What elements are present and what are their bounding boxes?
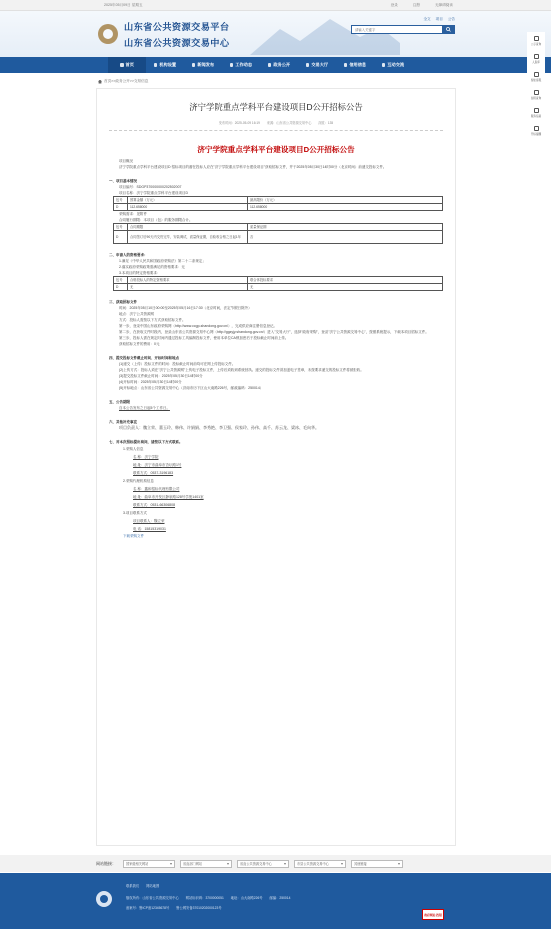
sidebar-item-notice-query[interactable]: 公示查询 — [527, 32, 545, 50]
view-count: 浏览：135 — [318, 121, 334, 125]
purchaser-phone: 联系方式：0537-3196183 — [133, 471, 174, 475]
query-icon — [534, 36, 539, 41]
links-label: 网站链接： — [96, 860, 116, 866]
table-header: 预算金额（万元） — [128, 197, 248, 204]
chevron-down-icon — [170, 863, 172, 865]
announcement-period: 自本公告发布之日起5个工作日。 — [119, 406, 170, 410]
login-link[interactable]: 登录 — [390, 2, 398, 7]
page-title: 济宁学院重点学科平台建设项目D公开招标公告 — [189, 102, 363, 112]
purchaser-address: 地 址：济宁市曲阜市杏坛路1号 — [133, 463, 182, 467]
table-header: 联合体投标要求 — [248, 277, 443, 284]
submission-1: (1)递交（上传）投标文件的时间：投标截止时间前均可在网上传投标文件。 — [119, 362, 236, 366]
budget-table — [113, 196, 443, 211]
section-announcement-period: 五、公告期限 — [109, 400, 130, 404]
chevron-down-icon — [398, 863, 400, 865]
nav-item-affairs[interactable]: 政务公开 — [260, 57, 298, 73]
table-cell: 112.658000 — [128, 204, 248, 211]
footer-icp[interactable]: 备案号：鲁ICP备12345678号 — [126, 906, 170, 910]
footer-site-code: 网站标识码：3700000051 — [185, 896, 224, 900]
document-fee: 获取招标文件的费用：0元 — [119, 342, 160, 346]
trading-icon — [306, 63, 310, 67]
nav-item-interaction[interactable]: 互动交流 — [374, 57, 412, 73]
section-submission: 四、提交投标文件截止时间、开标时间和地点 — [109, 356, 179, 360]
top-links — [377, 3, 453, 8]
procurement-need: 采购需求：见附件 — [119, 212, 147, 216]
table-header: 合同期限 — [128, 224, 248, 231]
face-icon — [534, 54, 539, 59]
footer-police-record[interactable]: 鲁公网安备37010202000123号 — [176, 906, 222, 910]
home-icon — [120, 63, 124, 67]
table-cell: D — [114, 231, 128, 244]
chat-icon — [534, 72, 539, 77]
submission-deadline: (3)提交投标文件截止时间：2025年05月30日14时00分 — [119, 374, 203, 378]
table-cell: 否 — [248, 231, 443, 244]
site-title — [124, 19, 229, 49]
links-select-provincial[interactable]: 省直部门网站 — [180, 860, 232, 868]
requirement-3: 3.本项目的特定资格要求： — [119, 271, 161, 275]
table-header: 质量保证期 — [248, 224, 443, 231]
credit-icon — [344, 63, 348, 67]
table-cell: 合同签订后90天内交货完毕，安装调试，质量保证期，自验收合格之日起1年 — [128, 231, 248, 244]
footer-emblem — [96, 891, 112, 907]
organization-icon — [154, 63, 158, 67]
links-select-national[interactable]: 国家级相关网站 — [123, 860, 175, 868]
section-project-info: 一、项目基本情况 — [109, 179, 137, 183]
nav-item-trading-hall[interactable]: 交易大厅 — [298, 57, 336, 73]
right-sidebar — [527, 32, 545, 140]
search-button[interactable] — [442, 26, 454, 33]
article-body — [97, 155, 455, 539]
article-panel — [96, 88, 456, 846]
project-name: 项目名称：济宁学院重点学科平台建设项目D — [119, 191, 189, 195]
sidebar-item-chat[interactable]: 智能客服 — [527, 68, 545, 86]
intro-label: 项目概况 — [119, 159, 133, 163]
nav-item-organization[interactable]: 机构设置 — [146, 57, 184, 73]
sidebar-item-reminder[interactable]: 开标提醒 — [527, 122, 545, 140]
sitemap-link[interactable]: 网站地图 — [146, 884, 160, 888]
search-input[interactable] — [352, 26, 442, 33]
table-header: 最高限价（万元） — [248, 197, 443, 204]
other-info: 项目负责人：魏立荣、董玉玲、韩伟、许娟娟、李秀艳、李卫强、侯家玲、孙伟、高千、苏云龙、梁冰、毛向华。 — [119, 425, 319, 430]
requirement-1: 1.满足《中华人民共和国政府采购法》第二十二条规定； — [119, 259, 206, 263]
interaction-icon — [382, 63, 386, 67]
project-contact-phone: 电 话：15815319031 — [133, 527, 166, 531]
purchaser-label: 1.采购人信息 — [123, 447, 144, 451]
search-tabs — [351, 17, 455, 22]
current-date: 2025年05月09日 星期五 — [104, 2, 143, 7]
search-tab-project[interactable]: 项目 — [435, 17, 443, 21]
table-cell: D — [114, 284, 128, 291]
contract-table — [113, 223, 443, 244]
main-nav — [0, 57, 551, 73]
affairs-icon — [268, 63, 272, 67]
nav-item-news[interactable]: 新闻发布 — [184, 57, 222, 73]
search-box — [351, 25, 455, 34]
purchaser-name: 名 称：济宁学院 — [133, 455, 159, 459]
site-title-line2: 山东省公共资源交易中心 — [124, 38, 230, 48]
obtain-step-1: 第一步，登录中国山东政府采购网（http://www.ccgp-shandong.gov.cn/），完成供应商注册信息登记。 — [119, 324, 278, 328]
submission-2: (2)上传方式：投标人须在"济宁公共资源网"上传电子投标文件，上传后须收到系统回执。递交的投标文件须加盖电子签章，未按要求递交的投标文件将被拒收。 — [119, 368, 364, 372]
nav-item-home[interactable]: 首页 — [108, 57, 146, 73]
links-select-other[interactable]: 其他链接 — [351, 860, 403, 868]
breadcrumb — [98, 79, 148, 84]
obtain-time: 时间：2025年05月10日00:00至2025年05月16日17:30（北京时间，法定节假日除外） — [119, 306, 252, 310]
table-header: 包号 — [114, 197, 128, 204]
obtain-step-3: 第三步，投标人需在规定时间内通过投标工具编制投标文件，使用本单位CA锁加密后于投标截止时间前上传。 — [119, 336, 289, 340]
agency-address: 地 址：曲阜市开发区静泉路128号学苑1401室 — [133, 495, 204, 499]
obtain-place: 地点：济宁公共资源网 — [119, 312, 154, 316]
chevron-down-icon — [284, 863, 286, 865]
contact-info — [109, 445, 437, 533]
site-logo[interactable] — [98, 24, 118, 44]
chevron-down-icon — [227, 863, 229, 865]
search-tab-all[interactable]: 全文 — [423, 17, 431, 21]
article-source: 来源：山东省公共资源交易中心 — [266, 121, 312, 125]
table-header: 合格投标人的特定资格要求 — [128, 277, 248, 284]
top-utility-bar — [0, 0, 551, 11]
qualification-table — [113, 276, 443, 291]
footer-links — [126, 883, 165, 888]
article-meta — [109, 120, 443, 131]
guide-icon — [534, 108, 539, 113]
table-cell: D — [114, 204, 128, 211]
obtain-step-2: 第二步，在获取文件时段内，登录山东省公共资源交易中心网（http://ggzyjy.shandong.gov.cn/）进入"交易大厅"，选择"政府采购"，登录"济宁公共资源交易中心"，按照系统提示，下载本项目招标文件。 — [119, 330, 429, 334]
gov-error-badge[interactable]: 政府网站 找错 — [422, 909, 444, 920]
obtain-method: 方式：投标人需按以下方式获取招标文件。 — [119, 318, 186, 322]
footer-postcode: 邮编：250014 — [269, 896, 291, 900]
register-link[interactable]: 注册 — [412, 2, 421, 7]
project-number: 项目编号：SDGP370000000202502007 — [119, 185, 182, 189]
section-contact: 七、对本次招标提出询问，请按以下方式联系。 — [109, 440, 183, 444]
project-contact-label: 3.项目联系方式 — [123, 511, 147, 515]
table-header: 包号 — [114, 224, 128, 231]
credit-icon — [534, 90, 539, 95]
footer-info-1 — [126, 895, 296, 900]
footer-address: 地址：山大南路226号 — [230, 896, 263, 900]
publish-time: 发布时间：2025-05-09 16:19 — [218, 121, 260, 125]
breadcrumb-text[interactable]: 首页>>政务公开>>交易信息 — [104, 79, 149, 83]
doc-title: 济宁学院重点学科平台建设项目D公开招标公告 — [197, 145, 355, 154]
website-links-bar — [0, 855, 551, 872]
sidebar-item-credit[interactable]: 信用查询 — [527, 86, 545, 104]
work-icon — [230, 63, 234, 67]
search-area — [351, 17, 455, 34]
site-footer — [0, 873, 551, 929]
agency-label: 2.采购代理机构信息 — [123, 479, 154, 483]
table-cell: 无 — [128, 284, 248, 291]
site-header — [0, 11, 551, 57]
footer-info-2 — [126, 905, 228, 910]
opening-place: (5)开标地点：山东省公共资源交易中心（济南市历下区山大南路226号，邮政编码：250014） — [119, 386, 264, 390]
project-contact-name: 项目联系人：魏立荣 — [133, 519, 165, 523]
bell-icon — [534, 126, 539, 131]
site-title-line1: 山东省公共资源交易平台 — [124, 22, 230, 32]
table-cell: 112.658000 — [248, 204, 443, 211]
home-icon — [98, 80, 102, 84]
sidebar-item-guide[interactable]: 服务指南 — [527, 104, 545, 122]
table-cell: 无 — [248, 284, 443, 291]
table-header: 包号 — [114, 277, 128, 284]
contact-us-link[interactable]: 联系我们 — [126, 884, 140, 888]
search-tab-notice[interactable]: 公告 — [447, 17, 455, 21]
opening-time: (4)开标时间：2025年05月30日14时00分 — [119, 380, 182, 384]
section-other: 六、其他补充事宜 — [109, 420, 137, 424]
agency-phone: 联系方式：0531-66306808 — [133, 503, 176, 507]
news-icon — [192, 63, 196, 67]
agency-name: 名 称：鑫和招标代理有限公司 — [133, 487, 180, 491]
nav-item-credit[interactable]: 信用信息 — [336, 57, 374, 73]
section-obtain-documents: 三、获取招标文件 — [109, 300, 137, 304]
footer-sponsor: 版权所有：山东省公共资源交易中心 — [126, 896, 179, 900]
requirement-2: 2.落实政府采购政策需满足的资格要求：无 — [119, 265, 185, 269]
nav-item-work[interactable]: 工作动态 — [222, 57, 260, 73]
links-select-provincial-centers[interactable]: 省直公共资源交易中心 — [237, 860, 289, 868]
intro-text: 济宁学院重点学科平台建设项目D 招标项目的潜在投标人应在"济宁学院重点学科平台建设项目"获取招标文件，并于2025年05月30日14时00分（北京时间）前递交投标文件。 — [119, 165, 387, 169]
sidebar-item-face-library[interactable]: 人脸库 — [527, 50, 545, 68]
accessibility-link[interactable]: 无障碍阅读 — [435, 2, 453, 7]
search-icon — [446, 27, 451, 32]
contract-term: 合同履行期限：本项目（包）的服务期限合计。 — [119, 218, 193, 222]
download-documents-link[interactable]: 下载采购文件 — [123, 534, 144, 538]
section-qualification: 二、申请人的资格要求： — [109, 253, 148, 257]
chevron-down-icon — [341, 863, 343, 865]
links-select-city-centers[interactable]: 市县公共资源交易中心 — [294, 860, 346, 868]
